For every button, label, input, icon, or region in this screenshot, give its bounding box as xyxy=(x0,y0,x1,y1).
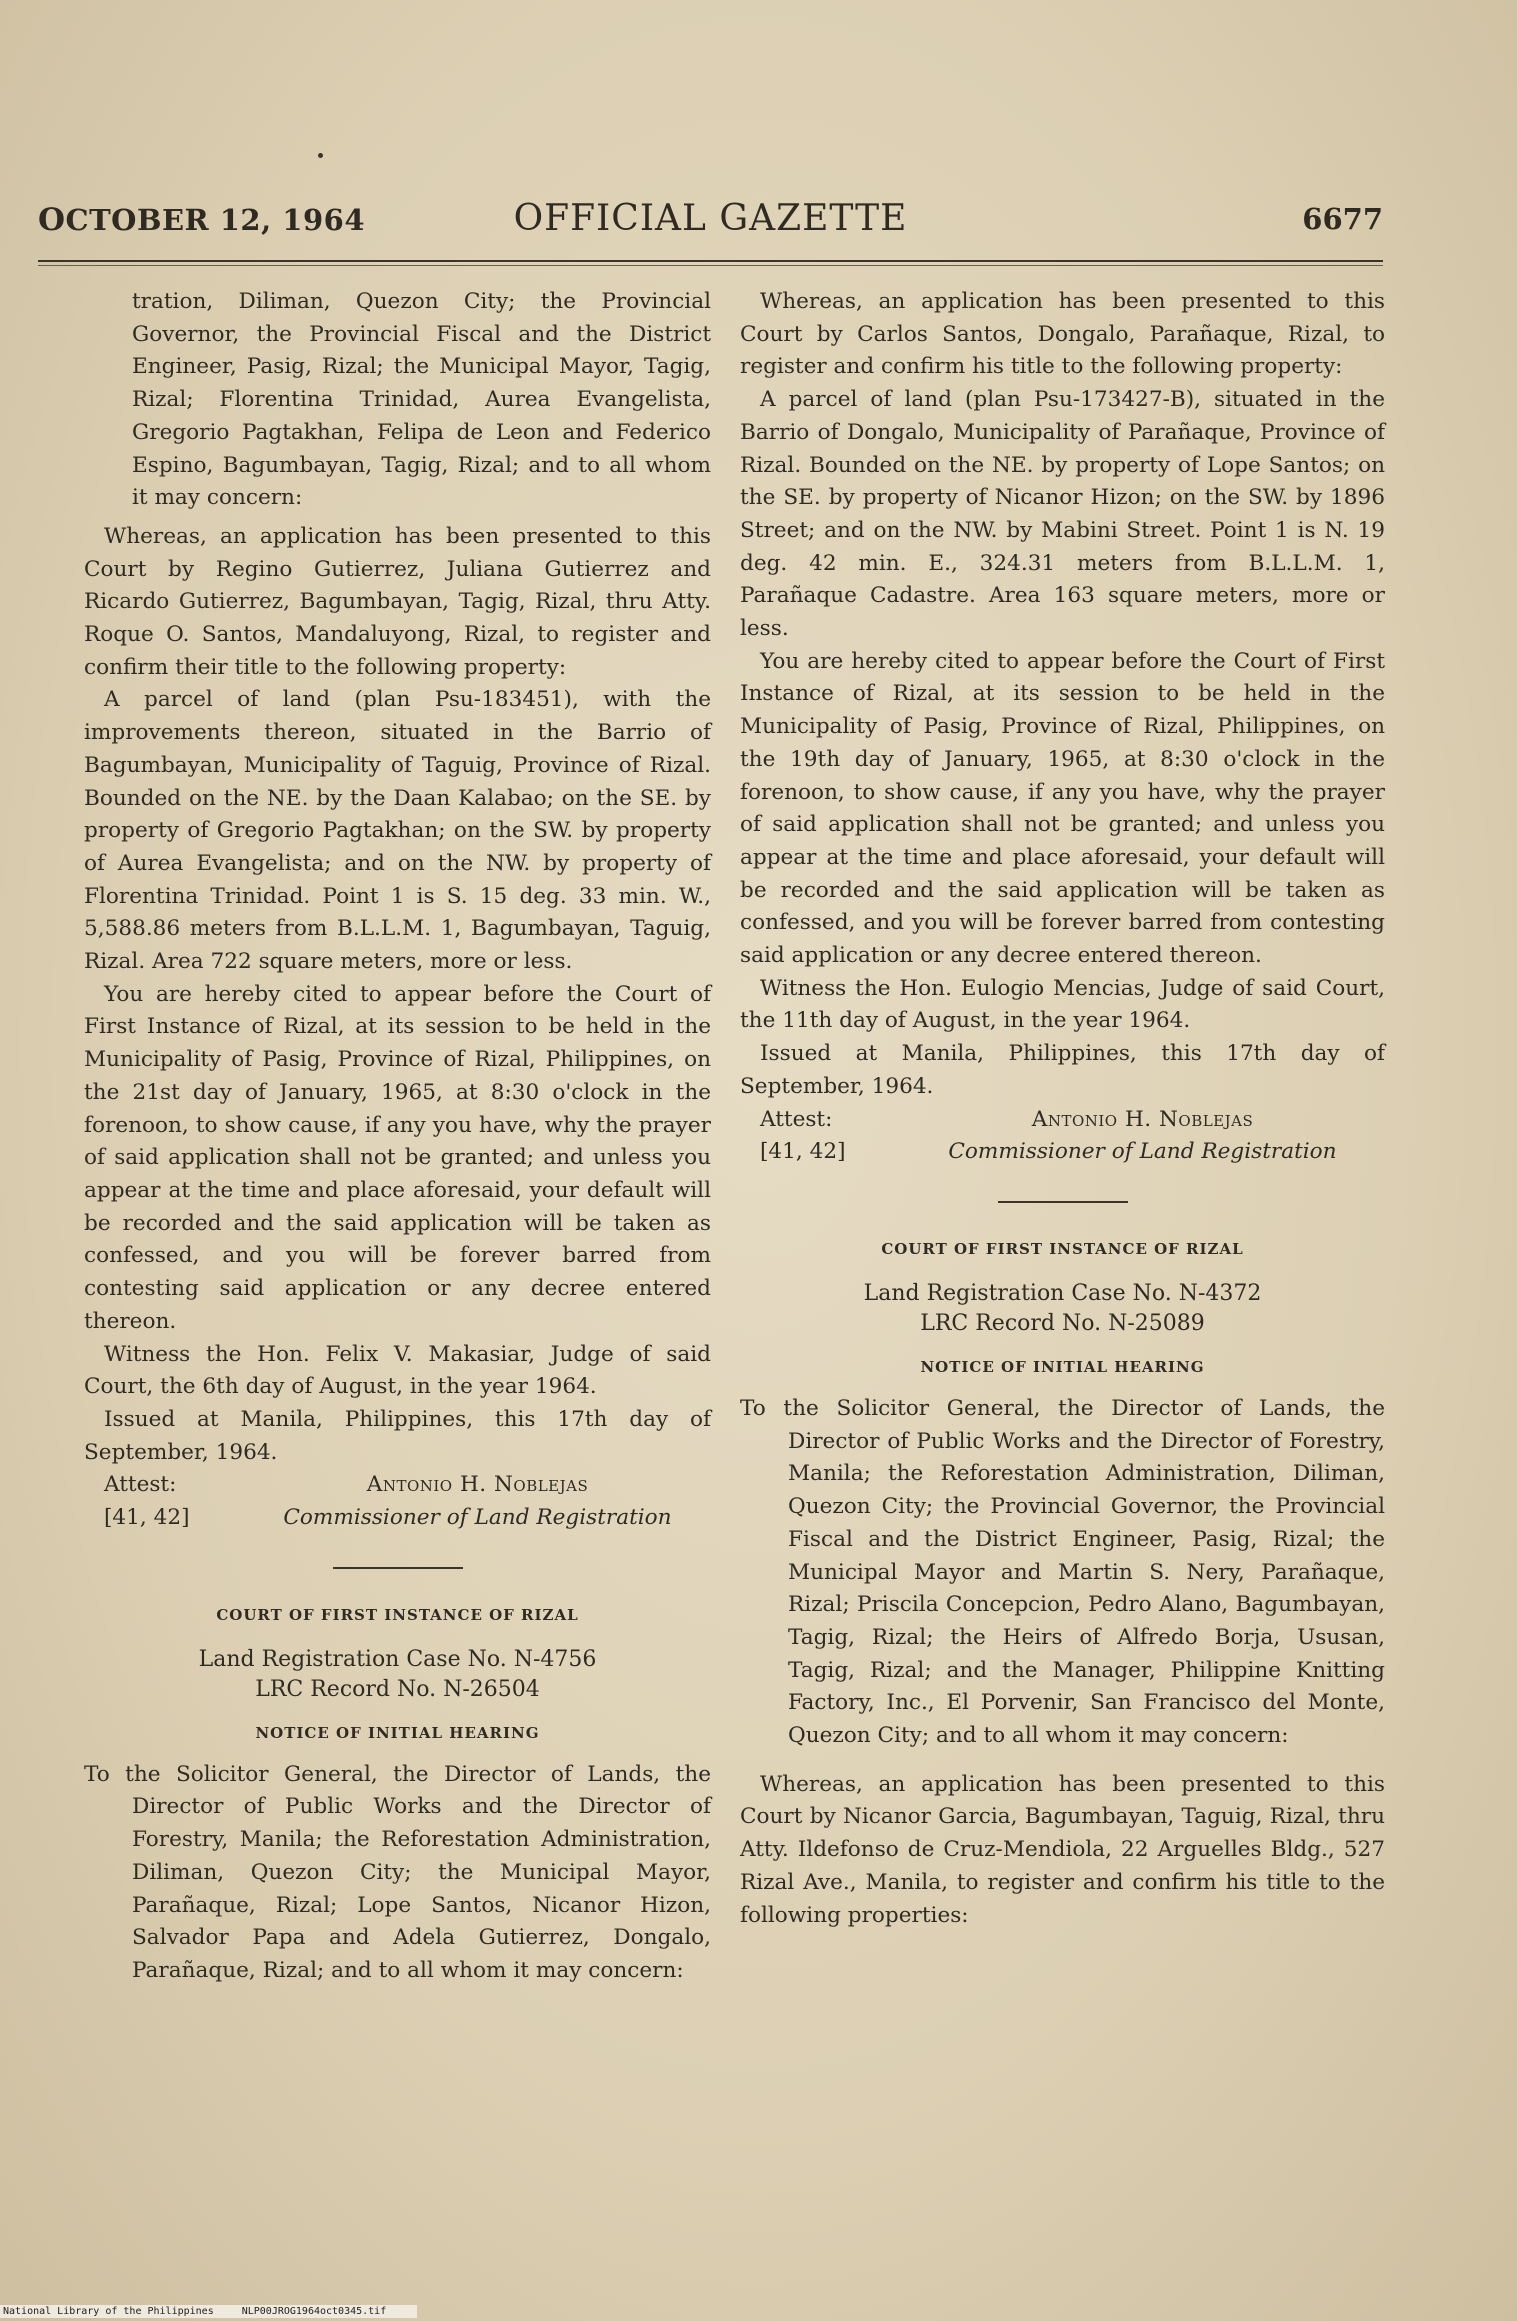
notice-heading: NOTICE OF INITIAL HEARING xyxy=(920,1357,1205,1376)
scan-footer xyxy=(0,2305,417,2318)
attest-line xyxy=(760,1104,1385,1137)
citation-paragraph: You are hereby cited to appear before the Court of First Instance of Rizal, at its session to be held in the Municipality of Pasig, Province of Rizal, Philippines, on the 21st day of January, 1965, at 8:30 o'clock in the forenoon, to show cause, if any you have, why the prayer of said application shall not be granted; and unless you appear at the time and place aforesaid, your default will be recorded and the said application will be taken as confessed, and you will be forever barred from contesting said application or any decree entered thereon. xyxy=(84,981,711,1334)
signer-title-line xyxy=(760,1136,1385,1169)
addressees: To the Solicitor General, the Director of Lands, the Director of Public Works and the Director of Forestry, Manila; the Reforestation Administration, Diliman, Quezon City; the Municipal Mayor, Parañaque, Rizal; Lope Santos, Nicanor Hizon, Salvador Papa and Adela Gutierrez, Dongalo, Parañaque, Rizal; and to all whom it may concern: xyxy=(84,1761,711,1983)
header-rule-thin xyxy=(38,265,1383,266)
witness-paragraph: Witness the Hon. Eulogio Mencias, Judge of said Court, the 11th day of August, in the year 1964. xyxy=(740,975,1385,1034)
signer-title: Commissioner of Land Registration xyxy=(948,1139,1337,1165)
file-name: NLP00JROG1964oct0345.tif xyxy=(241,2306,387,2317)
left-column xyxy=(84,286,711,1988)
ink-speck xyxy=(318,153,323,158)
application-paragraph-2: Whereas, an application has been presented to this Court by Nicanor Garcia, Bagumbayan, Taguig, Rizal, thru Atty. Ildefonso de Cruz-Mendiola, 22 Arguelles Bldg., 527 Rizal Ave., Manila, to register and confirm his title to the following properties: xyxy=(740,1771,1385,1928)
application-paragraph: Whereas, an application has been presented to this Court by Carlos Santos, Dongalo, Parañaque, Rizal, to register and confirm his title to the following property: xyxy=(740,289,1385,380)
reference-number: [41, 42] xyxy=(760,1139,846,1165)
court-heading: COURT OF FIRST INSTANCE OF RIZAL xyxy=(216,1605,579,1624)
signer-title-line xyxy=(104,1502,711,1535)
notice-heading: NOTICE OF INITIAL HEARING xyxy=(255,1723,540,1742)
attest-line xyxy=(104,1469,711,1502)
page-number: 6677 xyxy=(1302,202,1383,236)
witness-paragraph: Witness the Hon. Felix V. Makasiar, Judge of said Court, the 6th day of August, in the year 1964. xyxy=(84,1341,711,1400)
citation-paragraph: You are hereby cited to appear before the Court of First Instance of Rizal, at its session to be held in the Municipality of Pasig, Province of Rizal, Philippines, on the 19th day of January, 1965, at 8:30 o'clock in the forenoon, to show cause, if any you have, why the prayer of said application shall not be granted; and unless you appear at the time and place aforesaid, your default will be recorded and the said application will be taken as confessed, and you will be forever barred from contesting said application or any decree entered thereon. xyxy=(740,648,1385,969)
issued-paragraph: Issued at Manila, Philippines, this 17th day of September, 1964. xyxy=(84,1406,711,1465)
section-separator xyxy=(998,1201,1128,1203)
attest-label: Attest: xyxy=(760,1106,833,1132)
signer-name: Antonio H. Noblejas xyxy=(1031,1106,1254,1132)
gazette-title: OFFICIAL GAZETTE xyxy=(513,198,908,239)
right-column xyxy=(740,286,1385,1932)
page-header xyxy=(38,198,1383,248)
lrc-record-number: LRC Record No. N-26504 xyxy=(255,1676,540,1702)
addressees: To the Solicitor General, the Director of Lands, the Director of Public Works and the Director of Forestry, Manila; the Reforestation Administration, Diliman, Quezon City; the Provincial Governor, the Provincial Fiscal and the District Engineer, Pasig, Rizal; the Municipal Mayor and Martin S. Nery, Parañaque, Rizal; Priscila Concepcion, Pedro Alano, Bagumbayan, Tagig, Rizal; the Heirs of Alfredo Borja, Ususan, Tagig, Rizal; and the Manager, Philippine Knitting Factory, Inc., El Porvenir, San Francisco del Monte, Quezon City; and to all whom it may concern: xyxy=(740,1395,1385,1749)
attest-label: Attest: xyxy=(104,1472,177,1498)
signer-name: Antonio H. Noblejas xyxy=(366,1472,589,1498)
reference-number: [41, 42] xyxy=(104,1505,190,1531)
issued-paragraph: Issued at Manila, Philippines, this 17th day of September, 1964. xyxy=(740,1041,1385,1099)
lrc-record-number: LRC Record No. N-25089 xyxy=(920,1310,1205,1336)
header-rule xyxy=(38,260,1383,262)
property-description: A parcel of land (plan Psu-173427-B), situated in the Barrio of Dongalo, Municipality of Parañaque, Province of Rizal. Bounded on the NE. by property of Lope Santos; on the SE. by property of Nicanor Hizon; on the SW. by 1896 Street; and on the NW. by Mabini Street. Point 1 is N. 19 deg. 42 min. E., 324.31 meters from B.L.L.M. 1, Parañaque Cadastre. Area 163 square meters, more or less. xyxy=(740,387,1385,642)
signer-title: Commissioner of Land Registration xyxy=(283,1505,672,1531)
property-description: A parcel of land (plan Psu-183451), with the improvements thereon, situated in the Barrio of Bagumbayan, Municipality of Taguig, Province of Rizal. Bounded on the NE. by the Daan Kalabao; on the SE. by property of Gregorio Pagtakhan; on the SW. by property of Aurea Evangelista; and on the NW. by property of Florentina Trinidad. Point 1 is S. 15 deg. 33 min. W., 5,588.86 meters from B.L.L.M. 1, Bagumbayan, Taguig, Rizal. Area 722 square meters, more or less. xyxy=(84,687,711,975)
application-paragraph: Whereas, an application has been presented to this Court by Regino Gutierrez, Juliana Gutierrez and Ricardo Gutierrez, Bagumbayan, Tagig, Rizal, thru Atty. Roque O. Santos, Mandaluyong, Rizal, to register and confirm their title to the following property: xyxy=(84,523,711,680)
addressees-continued: tration, Diliman, Quezon City; the Provincial Governor, the Provincial Fiscal and the District Engineer, Pasig, Rizal; the Municipal Mayor, Tagig, Rizal; Florentina Trinidad, Aurea Evangelista, Gregorio Pagtakhan, Felipa de Leon and Federico Espino, Bagumbayan, Tagig, Rizal; and to all whom it may concern: xyxy=(132,289,711,511)
section-separator xyxy=(333,1567,463,1569)
library-name: National Library of the Philippines xyxy=(3,2306,214,2317)
case-number: Land Registration Case No. N-4372 xyxy=(863,1280,1262,1306)
case-number: Land Registration Case No. N-4756 xyxy=(198,1646,597,1672)
header-date: OCTOBER 12, 1964 xyxy=(38,202,366,238)
court-heading: COURT OF FIRST INSTANCE OF RIZAL xyxy=(881,1239,1244,1258)
